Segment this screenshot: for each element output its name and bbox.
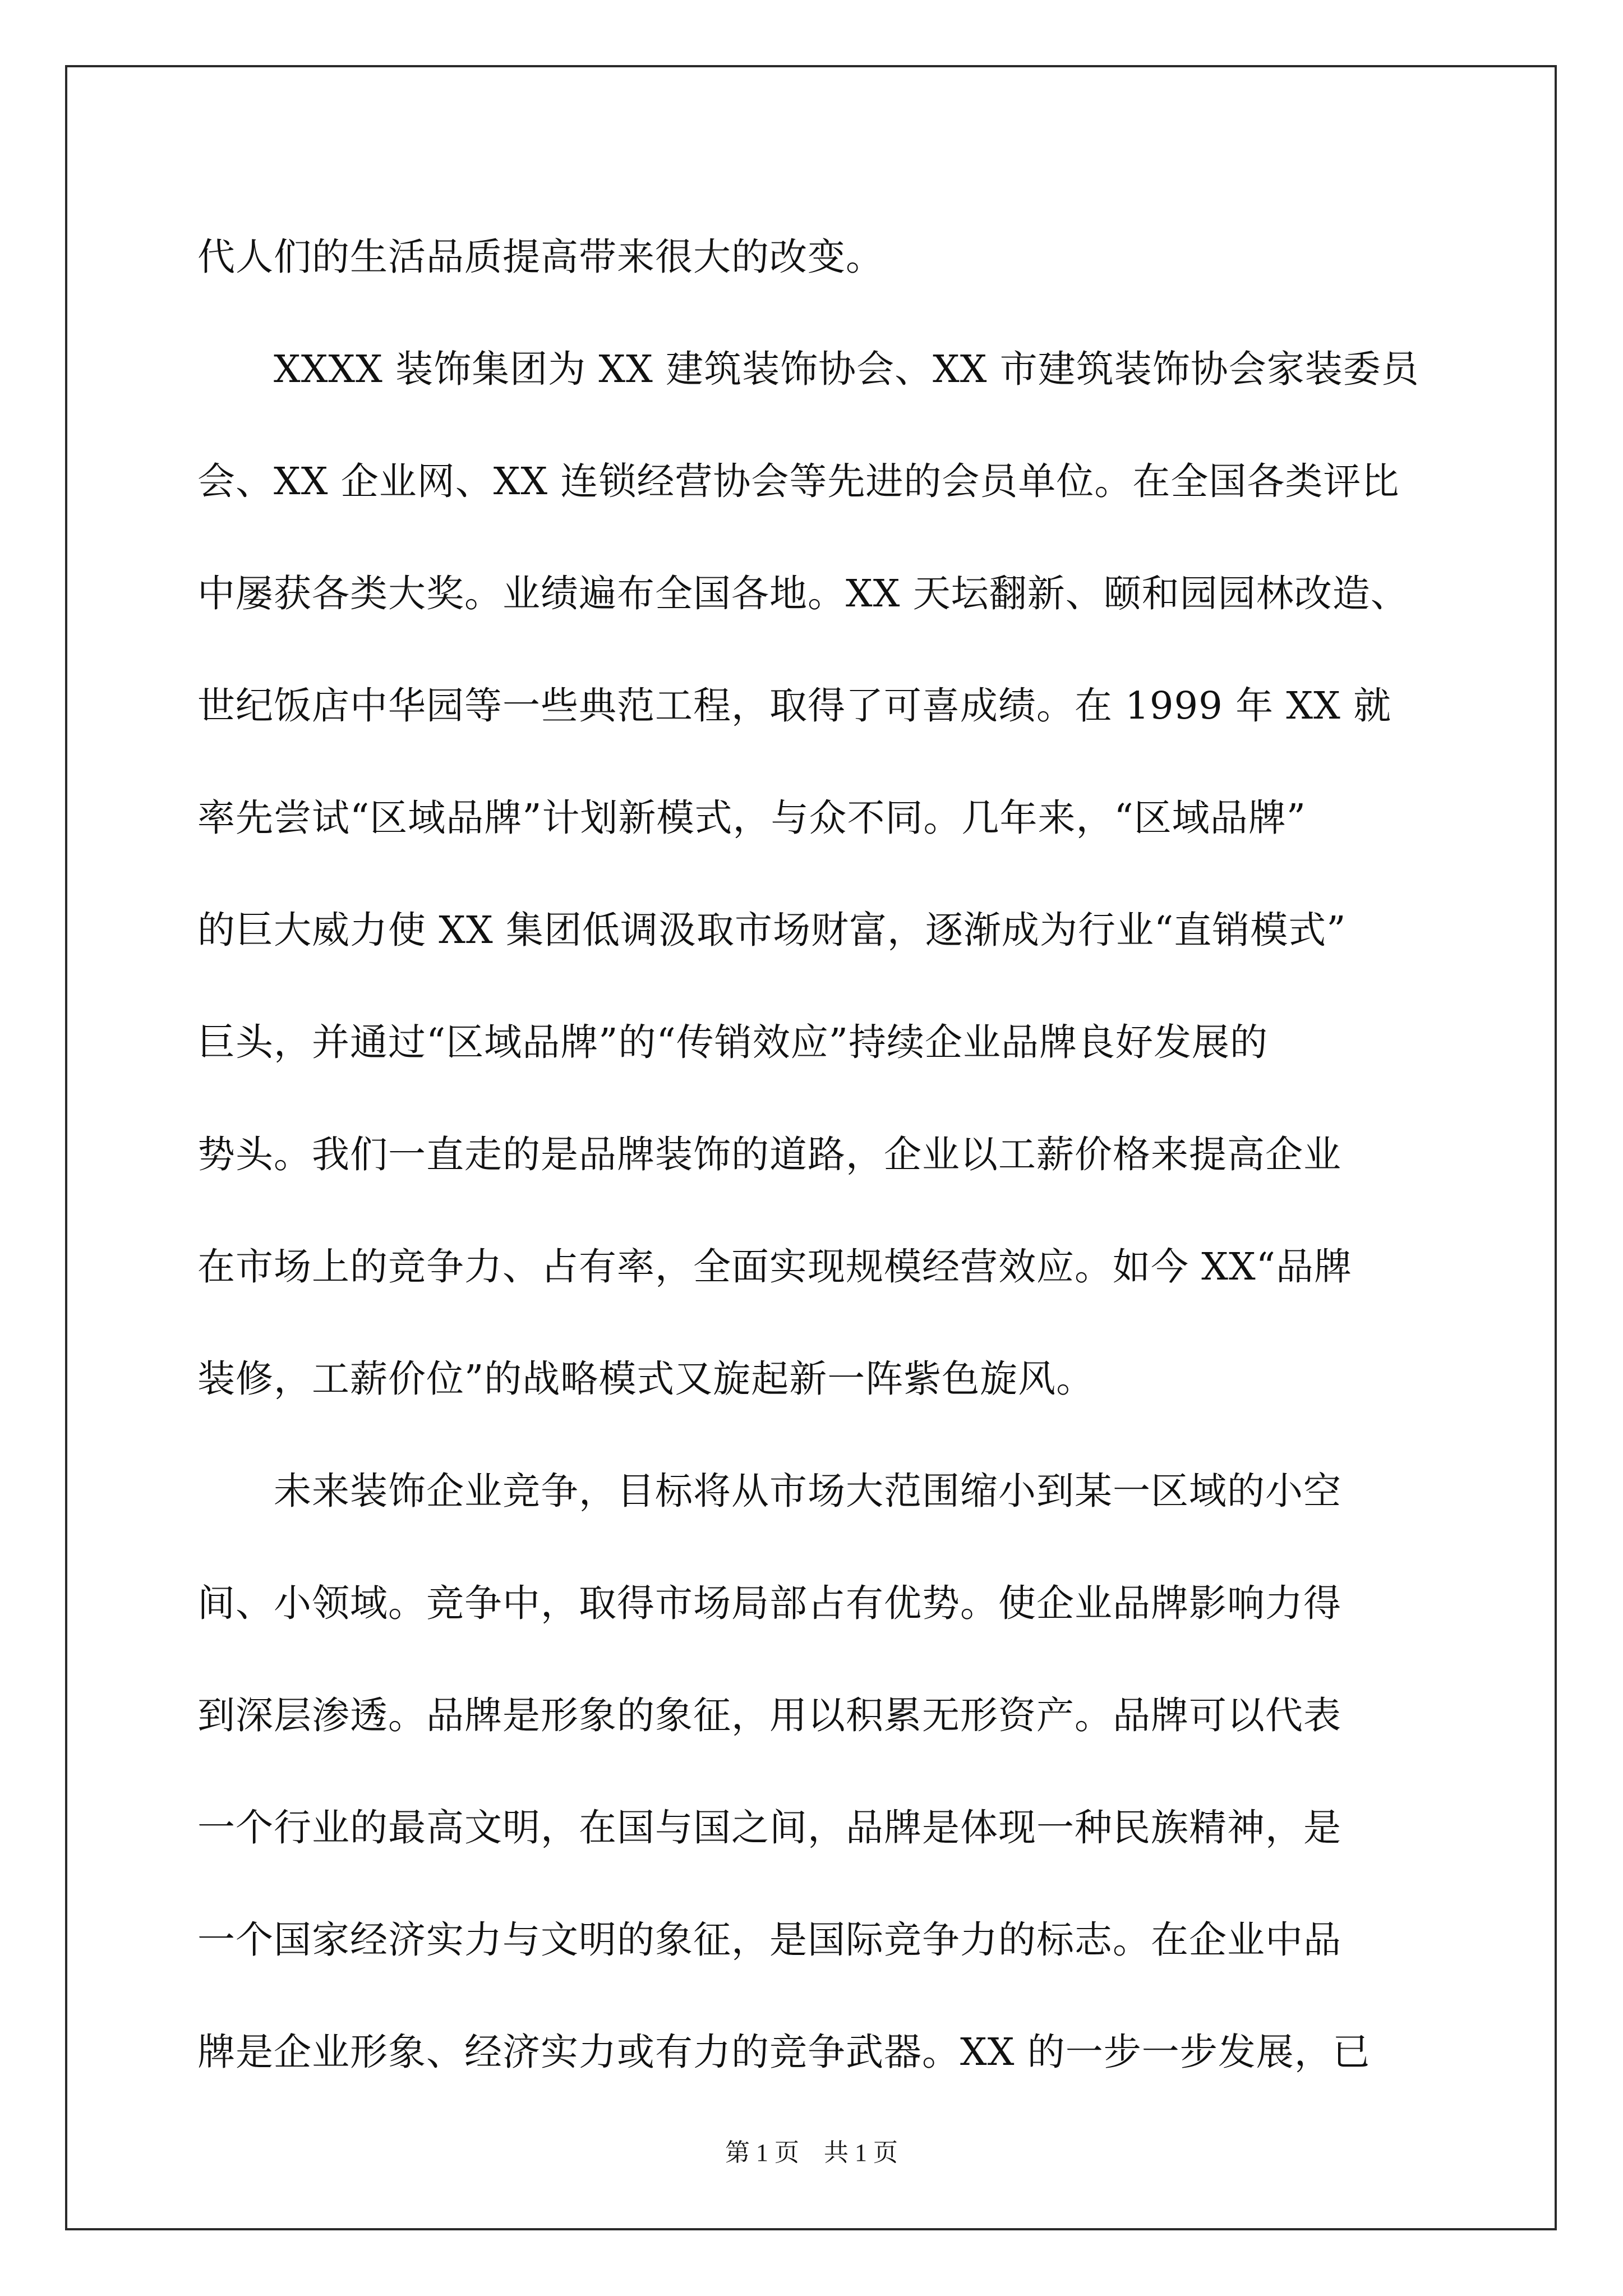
text-line: 代人们的生活品质提高带来很大的改变。 xyxy=(197,235,884,279)
document-body xyxy=(197,201,1431,2108)
text-line: 巨头，并通过“区域品牌”的“传销效应”持续企业品牌良好发展的 xyxy=(197,1020,1269,1064)
page-number-footer: 第 1 页 共 1 页 xyxy=(725,2139,898,2166)
text-line: 世纪饭店中华园等一些典范工程，取得了可喜成绩。在 1999 年 XX 就 xyxy=(197,684,1392,728)
text-line: 装修，工薪价位”的战略模式又旋起新一阵紫色旋风。 xyxy=(197,1357,1095,1401)
text-line: 会、XX 企业网、XX 连锁经营协会等先进的会员单位。在全国各类评比 xyxy=(197,459,1400,503)
text-line: 势头。我们一直走的是品牌装饰的道路，企业以工薪价格来提高企业 xyxy=(197,1133,1341,1176)
text-line: 未来装饰企业竞争，目标将从市场大范围缩小到某一区域的小空 xyxy=(197,1469,1341,1513)
text-line: 到深层渗透。品牌是形象的象征，用以积累无形资产。品牌可以代表 xyxy=(197,1694,1341,1737)
text-line: 一个行业的最高文明，在国与国之间，品牌是体现一种民族精神，是 xyxy=(197,1806,1341,1849)
text-line: 在市场上的竞争力、占有率，全面实现规模经营效应。如今 XX“品牌 xyxy=(197,1245,1352,1289)
text-line: 间、小领域。竞争中，取得市场局部占有优势。使企业品牌影响力得 xyxy=(197,1581,1341,1625)
text-line: 牌是企业形象、经济实力或有力的竞争武器。XX 的一步一步发展，已 xyxy=(197,2030,1371,2074)
text-line: 率先尝试“区域品牌”计划新模式，与众不同。几年来，“区域品牌” xyxy=(197,796,1307,840)
text-line: XXXX 装饰集团为 XX 建筑装饰协会、XX 市建筑装饰协会家装委员 xyxy=(197,347,1419,391)
text-line: 的巨大威力使 XX 集团低调汲取市场财富，逐渐成为行业“直销模式” xyxy=(197,908,1347,952)
text-line: 中屡获各类大奖。业绩遍布全国各地。XX 天坛翻新、颐和园园林改造、 xyxy=(197,572,1409,615)
text-line: 一个国家经济实力与文明的象征，是国际竞争力的标志。在企业中品 xyxy=(197,1918,1341,1962)
